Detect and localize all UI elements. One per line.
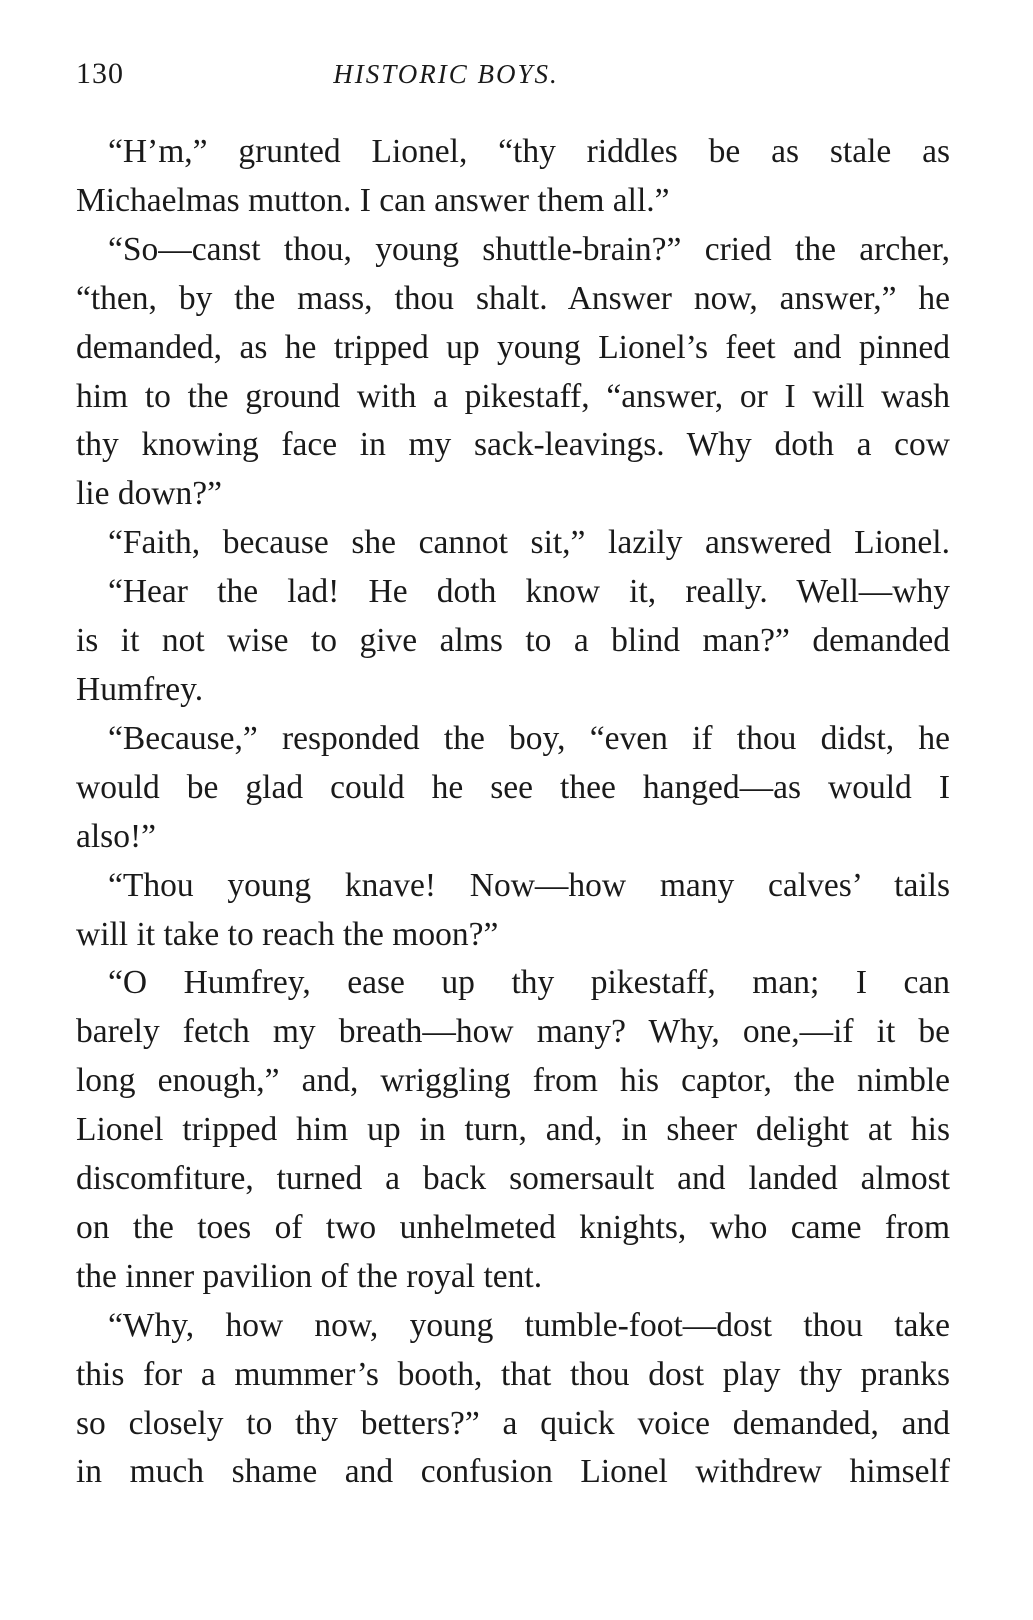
text-line: this for a mummer’s booth, that thou dost play thy pranks — [76, 1355, 950, 1393]
text-line: “So—canst thou, young shuttle-brain?” cried the archer, — [108, 230, 950, 268]
text-line: “O Humfrey, ease up thy pikestaff, man; I can — [108, 964, 950, 1002]
text-line: “H’m,” grunted Lionel, “thy riddles be as stale as — [108, 133, 950, 170]
text-line: “Thou young knave! Now—how many calves’ tails — [108, 866, 950, 904]
text-line: also!” — [76, 817, 156, 855]
body-text — [76, 128, 950, 1497]
text-line: “then, by the mass, thou shalt. Answer now, answer,” he — [76, 279, 950, 317]
text-line: “Because,” responded the boy, “even if thou didst, he — [108, 719, 950, 757]
paragraph — [76, 128, 950, 226]
text-line: in much shame and confusion Lionel withdrew himself — [76, 1453, 950, 1491]
text-line: “Why, how now, young tumble-foot—dost thou take — [108, 1306, 950, 1344]
text-line: “Hear the lad! He doth know it, really. Well—why — [108, 573, 950, 611]
paragraph — [76, 226, 950, 519]
running-title: HISTORIC BOYS. — [333, 59, 559, 89]
paragraph — [76, 862, 950, 960]
paragraph — [76, 959, 950, 1301]
text-line: lie down?” — [76, 475, 223, 513]
text-line: will it take to reach the moon?” — [76, 915, 499, 953]
text-line: the inner pavilion of the royal tent. — [76, 1257, 543, 1295]
text-line: so closely to thy betters?” a quick voice demanded, and — [76, 1404, 950, 1442]
page-number: 130 — [76, 57, 124, 90]
text-line: is it not wise to give alms to a blind man?” demanded — [76, 622, 950, 660]
text-line: would be glad could he see thee hanged—as would I — [76, 768, 950, 806]
text-line: him to the ground with a pikestaff, “answer, or I will wash — [76, 377, 950, 415]
paragraph — [76, 1302, 950, 1498]
text-line: Lionel tripped him up in turn, and, in sheer delight at his — [76, 1111, 950, 1149]
page-header — [76, 52, 956, 96]
text-line: Michaelmas mutton. I can answer them all.” — [76, 181, 670, 219]
text-line: Humfrey. — [76, 670, 204, 708]
paragraph — [76, 568, 950, 715]
text-line: discomfiture, turned a back somersault and landed almost — [76, 1160, 950, 1198]
paragraph — [76, 715, 950, 862]
text-line: barely fetch my breath—how many? Why, one,—if it be — [76, 1013, 950, 1051]
text-line: “Faith, because she cannot sit,” lazily answered Lionel. — [108, 524, 950, 562]
paragraph — [76, 519, 950, 568]
text-line: thy knowing face in my sack-leavings. Why doth a cow — [76, 426, 950, 464]
text-line: demanded, as he tripped up young Lionel’s feet and pinned — [76, 328, 950, 366]
text-line: long enough,” and, wriggling from his captor, the nimble — [76, 1062, 950, 1100]
text-line: on the toes of two unhelmeted knights, who came from — [76, 1208, 950, 1246]
